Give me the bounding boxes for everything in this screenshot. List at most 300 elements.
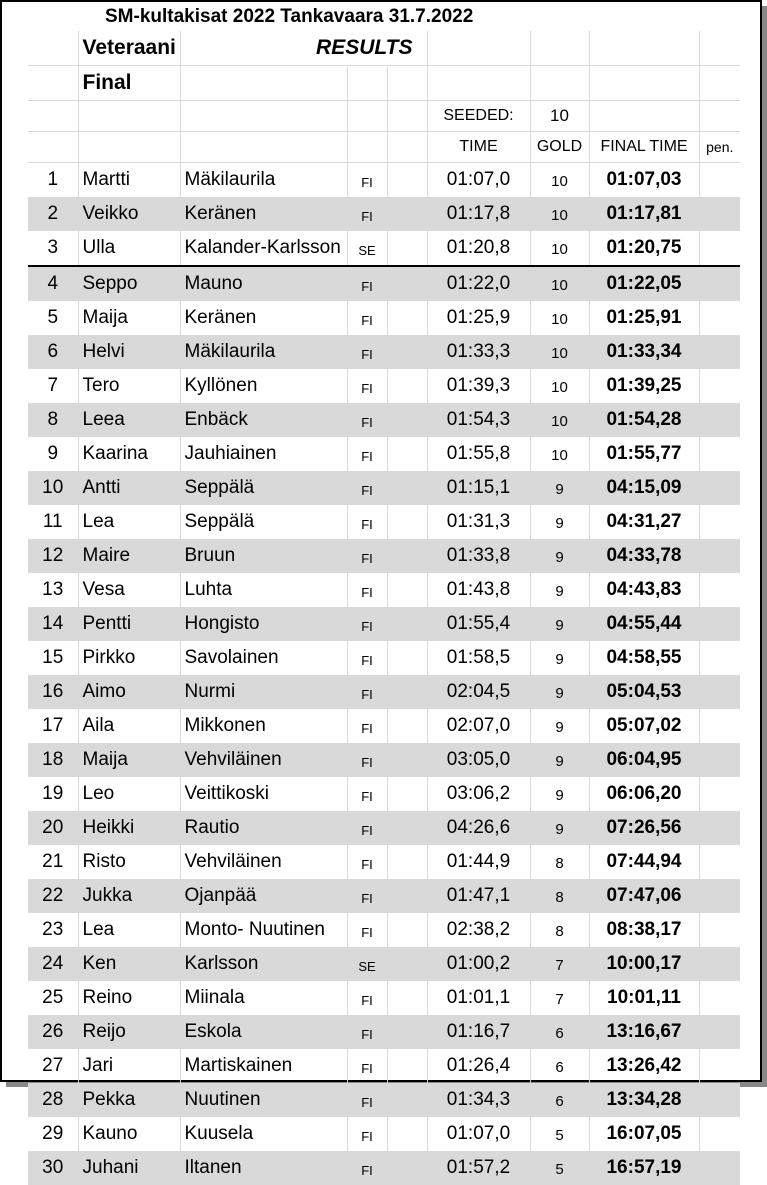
final-time-cell: 01:54,28 xyxy=(589,403,699,437)
table-row xyxy=(28,369,740,403)
last-name-cell: Kalander-Karlsson xyxy=(180,231,347,266)
last-name-cell: Nuutinen xyxy=(180,1083,347,1117)
last-name-cell: Monto- Nuutinen xyxy=(180,913,347,947)
rank-cell: 24 xyxy=(28,947,78,981)
first-name-cell: Helvi xyxy=(78,335,180,369)
column-header-pen: pen. xyxy=(699,132,740,163)
country-cell: FI xyxy=(347,369,387,403)
table-row xyxy=(28,1083,740,1117)
last-name-cell: Enbäck xyxy=(180,403,347,437)
final-time-cell: 13:16,67 xyxy=(589,1015,699,1049)
first-name-cell: Risto xyxy=(78,845,180,879)
column-header-final-time: FINAL TIME xyxy=(589,132,699,163)
table-row xyxy=(28,879,740,913)
empty-cell xyxy=(387,163,427,198)
gold-cell: 10 xyxy=(530,301,589,335)
rank-cell: 17 xyxy=(28,709,78,743)
last-name-cell: Mikkonen xyxy=(180,709,347,743)
rank-cell: 20 xyxy=(28,811,78,845)
last-name-cell: Kuusela xyxy=(180,1117,347,1151)
first-name-cell: Maire xyxy=(78,539,180,573)
pen-cell xyxy=(699,913,740,947)
time-cell: 01:43,8 xyxy=(427,573,530,607)
country-cell: SE xyxy=(347,231,387,266)
time-cell: 01:39,3 xyxy=(427,369,530,403)
time-cell: 01:01,1 xyxy=(427,981,530,1015)
rank-cell: 18 xyxy=(28,743,78,777)
country-cell: FI xyxy=(347,573,387,607)
rank-cell: 7 xyxy=(28,369,78,403)
time-cell: 03:06,2 xyxy=(427,777,530,811)
gold-cell: 9 xyxy=(530,675,589,709)
pen-cell xyxy=(699,811,740,845)
last-name-cell: Martiskainen xyxy=(180,1049,347,1083)
empty-cell xyxy=(387,675,427,709)
gold-cell: 8 xyxy=(530,845,589,879)
column-header-time: TIME xyxy=(427,132,530,163)
time-cell: 01:58,5 xyxy=(427,641,530,675)
empty-cell xyxy=(387,1015,427,1049)
time-cell: 03:05,0 xyxy=(427,743,530,777)
rank-cell: 14 xyxy=(28,607,78,641)
pen-cell xyxy=(699,335,740,369)
final-time-cell: 01:55,77 xyxy=(589,437,699,471)
pen-cell xyxy=(699,301,740,335)
last-name-cell: Mäkilaurila xyxy=(180,335,347,369)
gold-cell: 10 xyxy=(530,335,589,369)
gold-cell: 10 xyxy=(530,403,589,437)
last-name-cell: Miinala xyxy=(180,981,347,1015)
last-name-cell: Mäkilaurila xyxy=(180,163,347,198)
country-cell: FI xyxy=(347,913,387,947)
empty-cell xyxy=(387,811,427,845)
empty-cell xyxy=(387,335,427,369)
first-name-cell: Pentti xyxy=(78,607,180,641)
country-cell: FI xyxy=(347,539,387,573)
empty-cell xyxy=(387,981,427,1015)
first-name-cell: Reino xyxy=(78,981,180,1015)
first-name-cell: Martti xyxy=(78,163,180,198)
gold-cell: 7 xyxy=(530,947,589,981)
first-name-cell: Vesa xyxy=(78,573,180,607)
first-name-cell: Lea xyxy=(78,505,180,539)
gold-cell: 8 xyxy=(530,913,589,947)
table-row xyxy=(28,335,740,369)
first-name-cell: Aimo xyxy=(78,675,180,709)
first-name-cell: Lea xyxy=(78,913,180,947)
country-cell: FI xyxy=(347,437,387,471)
time-cell: 01:34,3 xyxy=(427,1083,530,1117)
country-cell: FI xyxy=(347,811,387,845)
country-cell: FI xyxy=(347,709,387,743)
rank-cell: 9 xyxy=(28,437,78,471)
empty-cell xyxy=(387,641,427,675)
first-name-cell: Jari xyxy=(78,1049,180,1083)
country-cell: FI xyxy=(347,879,387,913)
final-time-cell: 01:33,34 xyxy=(589,335,699,369)
last-name-cell: Jauhiainen xyxy=(180,437,347,471)
table-row xyxy=(28,231,740,266)
time-cell: 01:22,0 xyxy=(427,266,530,301)
table-row xyxy=(28,777,740,811)
table-row xyxy=(28,505,740,539)
gold-cell: 9 xyxy=(530,743,589,777)
pen-cell xyxy=(699,675,740,709)
last-name-cell: Ojanpää xyxy=(180,879,347,913)
pen-cell xyxy=(699,1083,740,1117)
first-name-cell: Ken xyxy=(78,947,180,981)
last-name-cell: Bruun xyxy=(180,539,347,573)
rank-cell: 11 xyxy=(28,505,78,539)
rank-cell: 10 xyxy=(28,471,78,505)
time-cell: 01:55,8 xyxy=(427,437,530,471)
last-name-cell: Rautio xyxy=(180,811,347,845)
gold-cell: 10 xyxy=(530,197,589,231)
gold-cell: 6 xyxy=(530,1083,589,1117)
empty-cell xyxy=(387,743,427,777)
gold-cell: 9 xyxy=(530,539,589,573)
country-cell: FI xyxy=(347,607,387,641)
first-name-cell: Maija xyxy=(78,301,180,335)
rank-cell: 27 xyxy=(28,1049,78,1083)
rank-cell: 16 xyxy=(28,675,78,709)
time-cell: 01:07,0 xyxy=(427,163,530,198)
table-row xyxy=(28,163,740,198)
empty-cell xyxy=(387,1117,427,1151)
country-cell: FI xyxy=(347,1015,387,1049)
empty-cell xyxy=(387,231,427,266)
pen-cell xyxy=(699,403,740,437)
first-name-cell: Kauno xyxy=(78,1117,180,1151)
final-time-cell: 07:26,56 xyxy=(589,811,699,845)
pen-cell xyxy=(699,743,740,777)
table-row xyxy=(28,437,740,471)
first-name-cell: Aila xyxy=(78,709,180,743)
country-cell: FI xyxy=(347,301,387,335)
empty-cell xyxy=(387,539,427,573)
last-name-cell: Vehviläinen xyxy=(180,743,347,777)
final-time-cell: 05:07,02 xyxy=(589,709,699,743)
table-row xyxy=(28,947,740,981)
empty-cell xyxy=(387,1151,427,1185)
gold-cell: 9 xyxy=(530,709,589,743)
final-time-cell: 10:00,17 xyxy=(589,947,699,981)
pen-cell xyxy=(699,607,740,641)
empty-cell xyxy=(387,607,427,641)
country-cell: SE xyxy=(347,947,387,981)
rank-cell: 21 xyxy=(28,845,78,879)
time-cell: 01:16,7 xyxy=(427,1015,530,1049)
pen-cell xyxy=(699,1117,740,1151)
pen-cell xyxy=(699,777,740,811)
table-row xyxy=(28,709,740,743)
seeded-value: 10 xyxy=(530,101,589,132)
final-time-cell: 01:20,75 xyxy=(589,231,699,266)
gold-cell: 5 xyxy=(530,1151,589,1185)
country-cell: FI xyxy=(347,981,387,1015)
pen-cell xyxy=(699,845,740,879)
table-row xyxy=(28,539,740,573)
first-name-cell: Seppo xyxy=(78,266,180,301)
country-cell: FI xyxy=(347,675,387,709)
final-time-cell: 01:25,91 xyxy=(589,301,699,335)
first-name-cell: Veikko xyxy=(78,197,180,231)
pen-cell xyxy=(699,266,740,301)
results-label: RESULTS xyxy=(180,31,427,66)
last-name-cell: Eskola xyxy=(180,1015,347,1049)
last-name-cell: Keränen xyxy=(180,301,347,335)
first-name-cell: Kaarina xyxy=(78,437,180,471)
rank-cell: 8 xyxy=(28,403,78,437)
pen-cell xyxy=(699,641,740,675)
rank-cell: 26 xyxy=(28,1015,78,1049)
final-time-cell: 08:38,17 xyxy=(589,913,699,947)
gold-cell: 7 xyxy=(530,981,589,1015)
gold-cell: 9 xyxy=(530,505,589,539)
last-name-cell: Kyllönen xyxy=(180,369,347,403)
pen-cell xyxy=(699,573,740,607)
empty-cell xyxy=(387,1049,427,1083)
time-cell: 01:00,2 xyxy=(427,947,530,981)
empty-cell xyxy=(387,573,427,607)
gold-cell: 9 xyxy=(530,777,589,811)
last-name-cell: Vehviläinen xyxy=(180,845,347,879)
empty-cell xyxy=(387,403,427,437)
table-row xyxy=(28,471,740,505)
final-time-cell: 16:57,19 xyxy=(589,1151,699,1185)
final-time-cell: 16:07,05 xyxy=(589,1117,699,1151)
empty-cell xyxy=(387,471,427,505)
empty-cell xyxy=(387,913,427,947)
first-name-cell: Juhani xyxy=(78,1151,180,1185)
empty-cell xyxy=(387,505,427,539)
final-time-cell: 05:04,53 xyxy=(589,675,699,709)
first-name-cell: Jukka xyxy=(78,879,180,913)
rank-cell: 15 xyxy=(28,641,78,675)
final-time-cell: 01:17,81 xyxy=(589,197,699,231)
first-name-cell: Ulla xyxy=(78,231,180,266)
rank-cell: 12 xyxy=(28,539,78,573)
final-time-cell: 06:06,20 xyxy=(589,777,699,811)
country-cell: FI xyxy=(347,471,387,505)
final-time-cell: 04:58,55 xyxy=(589,641,699,675)
table-row xyxy=(28,743,740,777)
table-row xyxy=(28,1015,740,1049)
country-cell: FI xyxy=(347,845,387,879)
category-label: Veteraani xyxy=(78,31,180,66)
time-cell: 01:33,8 xyxy=(427,539,530,573)
gold-cell: 8 xyxy=(530,879,589,913)
rank-cell: 22 xyxy=(28,879,78,913)
country-cell: FI xyxy=(347,641,387,675)
pen-cell xyxy=(699,1151,740,1185)
last-name-cell: Mauno xyxy=(180,266,347,301)
first-name-cell: Tero xyxy=(78,369,180,403)
pen-cell xyxy=(699,197,740,231)
table-row xyxy=(28,675,740,709)
final-time-cell: 04:15,09 xyxy=(589,471,699,505)
time-cell: 01:25,9 xyxy=(427,301,530,335)
pen-cell xyxy=(699,1049,740,1083)
pen-cell xyxy=(699,163,740,198)
table-row xyxy=(28,641,740,675)
country-cell: FI xyxy=(347,403,387,437)
table-row xyxy=(28,197,740,231)
country-cell: FI xyxy=(347,1049,387,1083)
time-cell: 01:26,4 xyxy=(427,1049,530,1083)
country-cell: FI xyxy=(347,743,387,777)
results-sheet xyxy=(28,2,740,1185)
rank-cell: 6 xyxy=(28,335,78,369)
rank-cell: 19 xyxy=(28,777,78,811)
gold-cell: 9 xyxy=(530,471,589,505)
final-time-cell: 04:31,27 xyxy=(589,505,699,539)
country-cell: FI xyxy=(347,1083,387,1117)
first-name-cell: Maija xyxy=(78,743,180,777)
gold-cell: 10 xyxy=(530,437,589,471)
rank-cell: 29 xyxy=(28,1117,78,1151)
gold-cell: 6 xyxy=(530,1015,589,1049)
gold-cell: 9 xyxy=(530,641,589,675)
final-time-cell: 10:01,11 xyxy=(589,981,699,1015)
country-cell: FI xyxy=(347,777,387,811)
time-cell: 01:17,8 xyxy=(427,197,530,231)
first-name-cell: Heikki xyxy=(78,811,180,845)
table-row xyxy=(28,1117,740,1151)
table-row xyxy=(28,981,740,1015)
time-cell: 01:57,2 xyxy=(427,1151,530,1185)
rank-cell: 25 xyxy=(28,981,78,1015)
gold-cell: 6 xyxy=(530,1049,589,1083)
pen-cell xyxy=(699,505,740,539)
pen-cell xyxy=(699,539,740,573)
table-row xyxy=(28,1049,740,1083)
final-time-cell: 04:33,78 xyxy=(589,539,699,573)
pen-cell xyxy=(699,879,740,913)
table-row xyxy=(28,403,740,437)
empty-cell xyxy=(387,266,427,301)
gold-cell: 10 xyxy=(530,163,589,198)
final-time-cell: 04:55,44 xyxy=(589,607,699,641)
time-cell: 01:15,1 xyxy=(427,471,530,505)
table-row xyxy=(28,845,740,879)
first-name-cell: Pekka xyxy=(78,1083,180,1117)
time-cell: 01:20,8 xyxy=(427,231,530,266)
pen-cell xyxy=(699,947,740,981)
empty-cell xyxy=(387,947,427,981)
first-name-cell: Leea xyxy=(78,403,180,437)
country-cell: FI xyxy=(347,505,387,539)
time-cell: 01:54,3 xyxy=(427,403,530,437)
time-cell: 01:31,3 xyxy=(427,505,530,539)
rank-cell: 13 xyxy=(28,573,78,607)
first-name-cell: Antti xyxy=(78,471,180,505)
empty-cell xyxy=(387,369,427,403)
pen-cell xyxy=(699,231,740,266)
final-time-cell: 13:34,28 xyxy=(589,1083,699,1117)
table-row xyxy=(28,1151,740,1185)
table-row xyxy=(28,607,740,641)
table-row xyxy=(28,913,740,947)
last-name-cell: Keränen xyxy=(180,197,347,231)
time-cell: 04:26,6 xyxy=(427,811,530,845)
rank-cell: 3 xyxy=(28,231,78,266)
rank-cell: 4 xyxy=(28,266,78,301)
table-row xyxy=(28,301,740,335)
table-row xyxy=(28,266,740,301)
country-cell: FI xyxy=(347,1117,387,1151)
rank-cell: 23 xyxy=(28,913,78,947)
rank-cell: 28 xyxy=(28,1083,78,1117)
gold-cell: 10 xyxy=(530,369,589,403)
time-cell: 01:44,9 xyxy=(427,845,530,879)
page-title: SM-kultakisat 2022 Tankavaara 31.7.2022 xyxy=(105,5,474,27)
final-time-cell: 13:26,42 xyxy=(589,1049,699,1083)
final-time-cell: 07:44,94 xyxy=(589,845,699,879)
last-name-cell: Hongisto xyxy=(180,607,347,641)
time-cell: 01:07,0 xyxy=(427,1117,530,1151)
pen-cell xyxy=(699,471,740,505)
country-cell: FI xyxy=(347,1151,387,1185)
time-cell: 01:55,4 xyxy=(427,607,530,641)
last-name-cell: Nurmi xyxy=(180,675,347,709)
gold-cell: 9 xyxy=(530,607,589,641)
pen-cell xyxy=(699,709,740,743)
first-name-cell: Reijo xyxy=(78,1015,180,1049)
time-cell: 02:04,5 xyxy=(427,675,530,709)
last-name-cell: Luhta xyxy=(180,573,347,607)
empty-cell xyxy=(387,777,427,811)
gold-cell: 5 xyxy=(530,1117,589,1151)
final-time-cell: 04:43,83 xyxy=(589,573,699,607)
first-name-cell: Leo xyxy=(78,777,180,811)
last-name-cell: Seppälä xyxy=(180,505,347,539)
country-cell: FI xyxy=(347,163,387,198)
gold-cell: 9 xyxy=(530,573,589,607)
pen-cell xyxy=(699,437,740,471)
final-time-cell: 01:22,05 xyxy=(589,266,699,301)
last-name-cell: Iltanen xyxy=(180,1151,347,1185)
empty-cell xyxy=(387,845,427,879)
table-row xyxy=(28,811,740,845)
rank-cell: 1 xyxy=(28,163,78,198)
final-time-cell: 01:39,25 xyxy=(589,369,699,403)
pen-cell xyxy=(699,369,740,403)
pen-cell xyxy=(699,981,740,1015)
empty-cell xyxy=(387,709,427,743)
pen-cell xyxy=(699,1015,740,1049)
rank-cell: 2 xyxy=(28,197,78,231)
rank-cell: 30 xyxy=(28,1151,78,1185)
stage-label: Final xyxy=(78,66,180,101)
time-cell: 02:07,0 xyxy=(427,709,530,743)
frame-shadow-right xyxy=(762,6,767,1087)
rank-cell: 5 xyxy=(28,301,78,335)
table-row xyxy=(28,573,740,607)
empty-cell xyxy=(387,879,427,913)
time-cell: 01:33,3 xyxy=(427,335,530,369)
country-cell: FI xyxy=(347,335,387,369)
gold-cell: 9 xyxy=(530,811,589,845)
last-name-cell: Karlsson xyxy=(180,947,347,981)
column-header-gold: GOLD xyxy=(530,132,589,163)
final-time-cell: 07:47,06 xyxy=(589,879,699,913)
final-time-cell: 06:04,95 xyxy=(589,743,699,777)
final-time-cell: 01:07,03 xyxy=(589,163,699,198)
empty-cell xyxy=(387,1083,427,1117)
empty-cell xyxy=(387,197,427,231)
results-table xyxy=(28,2,740,1185)
